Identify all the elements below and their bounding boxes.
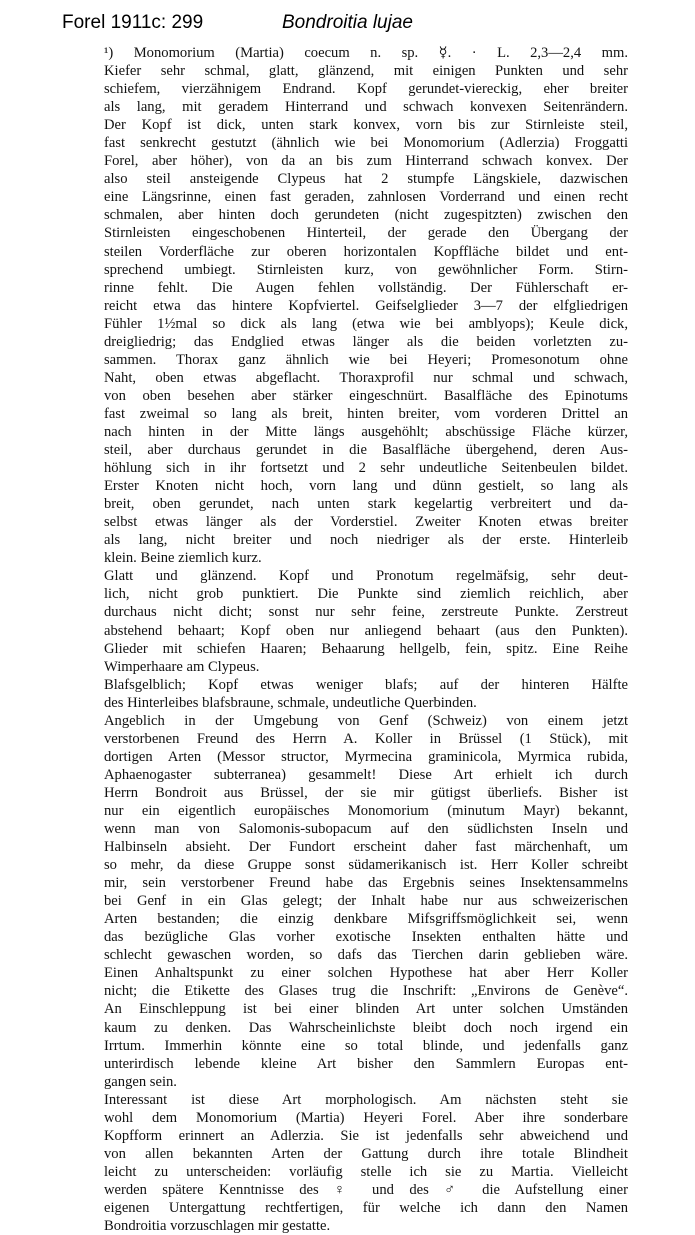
text-line: Angeblich in der Umgebung von Genf (Schweiz) von einem jetzt (104, 712, 628, 729)
text-line: selbst etwas länger als der Vorderstiel. Zweiter Knoten etwas breiter (104, 514, 628, 531)
text-line: nach hinten in der Mitte längs ausgehöhlt; abschüssige Fläche kürzer, (104, 423, 628, 440)
text-line: nicht; die Etikette des Glases trug die Inschrift: „Environs de Genève“. (104, 983, 628, 1000)
text-line: ¹) Monomorium (Martia) coecum n. sp. ☿. · L. 2,3—2,4 mm. (104, 45, 628, 61)
text-line: Glieder mit schiefen Haaren; Behaarung hellgelb, fein, spitz. Eine Reihe (104, 640, 628, 657)
text-line: Interessant ist diese Art morphologisch. Am nächsten steht sie (104, 1091, 628, 1108)
text-line: höhlung sich in ihr fortsetzt und 2 sehr undeutliche Seitenbeulen bildet. (104, 460, 628, 477)
text-line: von oben besehen aber stärker eingeschnürt. Basalfläche des Epinotums (104, 387, 628, 404)
paragraph-locality (62, 712, 628, 1091)
page-header (62, 12, 622, 38)
text-line: Halbinseln absieht. Der Fundort erscheint daher fast märchenhaft, um (104, 839, 628, 856)
text-line: schiefem, vierzähnigem Endrand. Kopf gerundet-viereckig, eher breiter (104, 81, 628, 98)
text-line: steil, aber durchaus gerundet in die Basalfläche übergehend, deren Aus- (104, 442, 628, 459)
paragraph-description (62, 44, 628, 567)
text-line: fast zweimal so lang als breit, hinten breiter, vom vorderen Drittel an (104, 405, 628, 422)
paragraph-color (62, 676, 628, 712)
text-line: Arten bestanden; die einzig denkbare Mifsgriffsmöglichkeit sei, wenn (104, 911, 628, 928)
text-line: Herrn Bondroit aus Brüssel, der sie mir gütigst überliefs. Bisher ist (104, 784, 628, 801)
text-line: Der Kopf ist dick, unten stark konvex, vorn bis zur Stirnleiste steil, (104, 117, 628, 134)
text-line: von allen bekannten Arten der Gattung durch ihre totale Blindheit (104, 1145, 628, 1162)
text-line: unterirdisch lebende kleine Art bisher den Sammlern Europas ent- (104, 1055, 628, 1072)
text-line: steilen Vorderfläche zur oberen horizontalen Kopffläche bildet und ent- (104, 243, 628, 260)
text-line: Irrtum. Immerhin könnte eine so total blinde, und jedenfalls ganz (104, 1037, 628, 1054)
paragraph-sculpture (62, 567, 628, 675)
text-line: werden spätere Kenntnisse des ♀ und des ♂ die Aufstellung einer (104, 1181, 628, 1198)
text-line: rinne fehlt. Die Augen fehlen vollständig. Der Fühlerschaft er- (104, 279, 628, 296)
text-line: An Einschleppung ist bei einer blinden Art unter solchen Umständen (104, 1001, 628, 1018)
text-line: nur ein eigentlich europäisches Monomorium (minutum Mayr) bekannt, (104, 802, 628, 819)
text-line: Einen Anhaltspunkt zu einer solchen Hypothese hat aber Herr Koller (104, 965, 628, 982)
text-line: leicht zu unterscheiden: vorläufig stelle ich sie zu Martia. Vielleicht (104, 1163, 628, 1180)
text-line: durchaus nicht dicht; sonst nur sehr feine, zerstreute Punkte. Zerstreut (104, 604, 628, 621)
text-line: gangen sein. (104, 1073, 177, 1090)
text-line: sammen. Thorax ganz ähnlich wie bei Heyeri; Promesonotum ohne (104, 351, 628, 368)
text-line: wohl dem Monomorium (Martia) Heyeri Forel. Aber ihre sonderbare (104, 1109, 628, 1126)
text-line: bei Genf in ein Glas gelegt; der Inhalt habe nur aus schweizerischen (104, 893, 628, 910)
text-line: Naht, oben etwas abgeflacht. Thoraxprofil nur schmal und schwach, (104, 369, 628, 386)
taxon-name: Bondroitia lujae (282, 12, 413, 33)
text-line: Forel, aber höher), von da an bis zum Hinterrand schwach konvex. Der (104, 153, 628, 170)
text-line: des Hinterleibes blafsbraune, schmale, undeutliche Querbinden. (104, 694, 477, 711)
text-line: schmalen, aber hinten doch gerundeten (nicht zugespitzten) zwischen den (104, 207, 628, 224)
text-line: abstehend behaart; Kopf oben nur anliegend behaart (aus den Punkten). (104, 622, 628, 639)
text-line: Bondroitia vorzuschlagen mir gestatte. (104, 1218, 331, 1235)
text-line: als lang, mit geradem Hinterrand und schwach konvexen Seitenrändern. (104, 99, 628, 116)
text-line: klein. Beine ziemlich kurz. (104, 550, 262, 567)
text-line: so mehr, da diese Gruppe sonst südamerikanisch ist. Herr Koller schreibt (104, 857, 628, 874)
text-line: Blafsgelblich; Kopf etwas weniger blafs; auf der hinteren Hälfte (104, 676, 628, 693)
text-line: kaum zu denken. Das Wahrscheinlichste bleibt doch noch irgend ein (104, 1019, 628, 1036)
text-line: das bezügliche Glas vorher exotische Insekten enthalten hätte und (104, 929, 628, 946)
text-line: eigenen Untergattung rechtfertigen, für welche ich dann den Namen (104, 1200, 628, 1216)
text-line: breit, oben gerundet, nach unten stark kegelartig verbreitert und da- (104, 496, 628, 513)
text-line: verstorbenen Freund des Herrn A. Koller in Brüssel (1 Stück), mit (104, 730, 628, 747)
text-line: fast senkrecht gestutzt (ähnlich wie bei Monomorium (Adlerzia) Froggatti (104, 135, 628, 152)
text-line: Kopfform erinnert an Adlerzia. Sie ist jedenfalls sehr abweichend und (104, 1127, 628, 1144)
paragraph-morphology (62, 1091, 628, 1235)
text-line: Erster Knoten nicht hoch, vorn lang und dünn gestielt, so lang als (104, 478, 628, 495)
text-line: Kiefer sehr schmal, glatt, glänzend, mit einigen Punkten und sehr (104, 63, 628, 80)
text-line: eine Längsrinne, einen fast geraden, zahnlosen Vorderrand und einen recht (104, 189, 628, 206)
text-line: also steil ansteigende Clypeus hat 2 stumpfe Längskiele, dazwischen (104, 171, 628, 188)
text-line: sprechend umbiegt. Stirnleisten kurz, von gewöhnlicher Form. Stirn- (104, 261, 628, 278)
text-line: Wimperhaare am Clypeus. (104, 658, 260, 675)
text-line: schlecht gewaschen worden, so dafs das Tierchen darin geblieben wäre. (104, 947, 628, 964)
text-line: Glatt und glänzend. Kopf und Pronotum regelmäfsig, sehr deut- (104, 568, 628, 585)
text-line: dortigen Arten (Messor structor, Myrmecina graminicola, Myrmica rubida, (104, 748, 628, 765)
text-line: reicht etwa das hintere Kopfviertel. Geifselglieder 3—7 der elfgliedrigen (104, 297, 628, 314)
text-line: Stirnleisten eingeschobenen Hinterteil, der gerade den Übergang der (104, 225, 628, 242)
text-line: wenn man von Salomonis-subopacum auf den südlichsten Inseln und (104, 821, 628, 838)
text-line: als lang, nicht breiter und noch niedriger als der erste. Hinterleib (104, 532, 628, 549)
citation-reference: Forel 1911c: 299 (62, 12, 204, 33)
text-line: Fühler 1½mal so dick als lang (etwa wie bei amblyops); Keule dick, (104, 315, 628, 332)
text-line: dreigliedrig; das Endglied etwas länger als die beiden vorletzten zu- (104, 333, 628, 350)
text-line: mir, sein verstorbener Freund habe das Ergebnis seines Insektensammelns (104, 875, 628, 892)
body-text (62, 44, 628, 1235)
text-line: Aphaenogaster subterranea) gesammelt! Diese Art erhielt ich durch (104, 766, 628, 783)
text-line: lich, nicht grob punktiert. Die Punkte sind ziemlich reichlich, aber (104, 586, 628, 603)
